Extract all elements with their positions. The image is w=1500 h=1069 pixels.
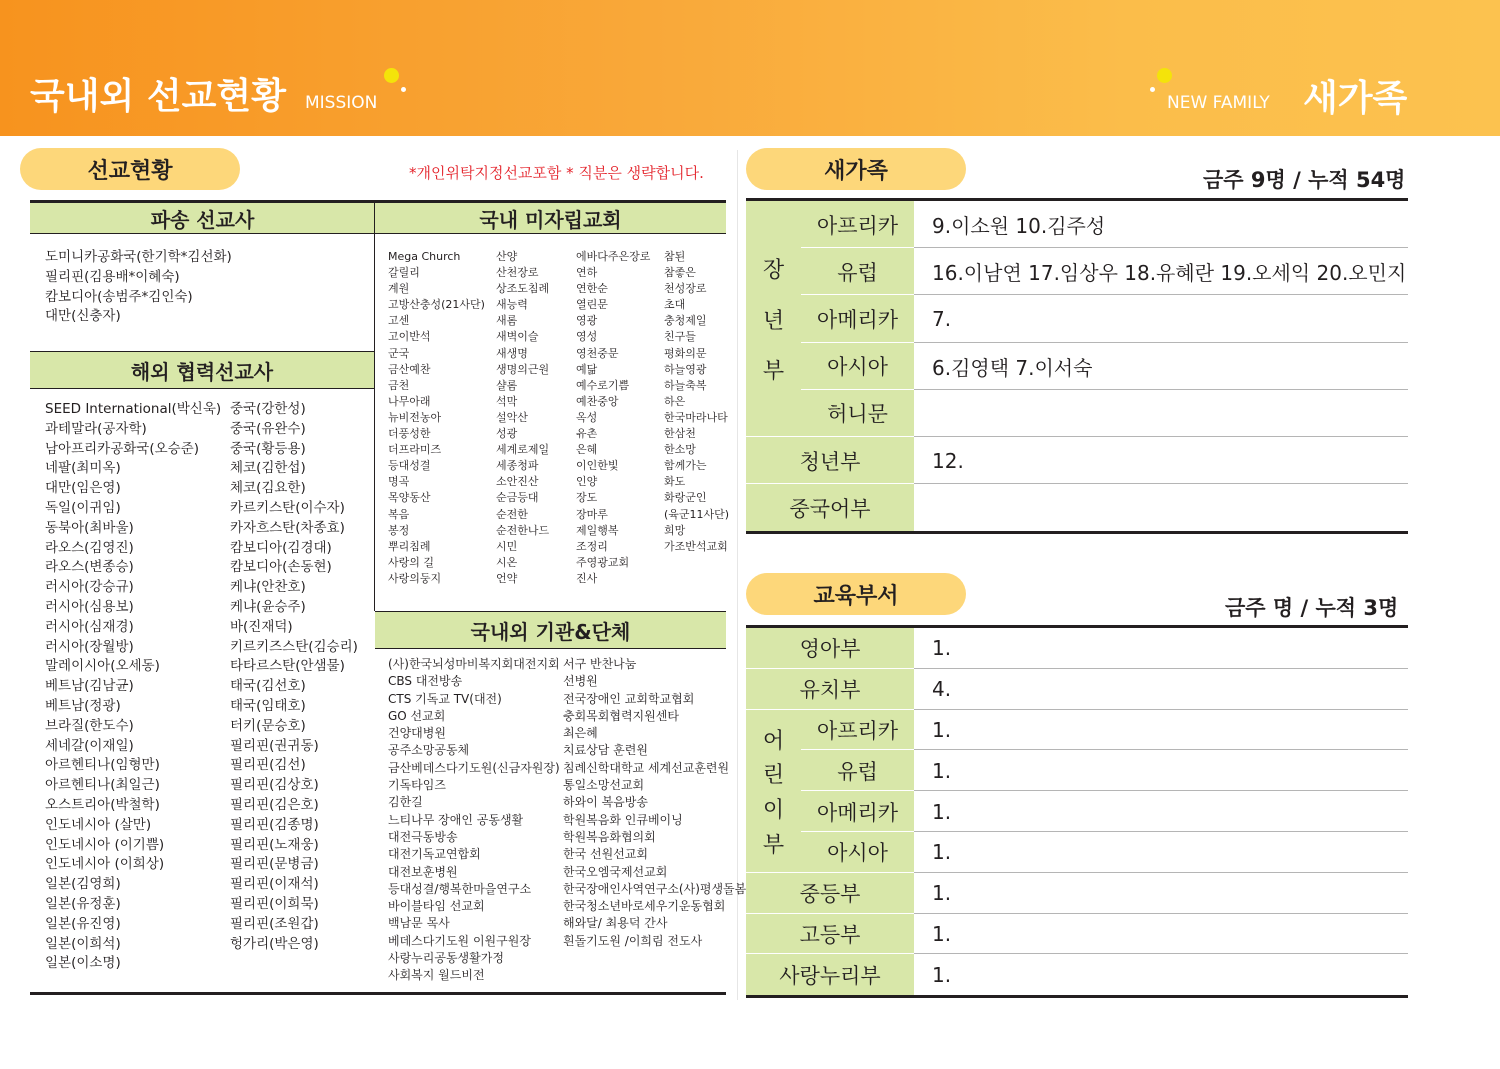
list-item: 화도: [664, 475, 686, 489]
list-item: 남아프리카공화국(오승준): [45, 440, 199, 457]
list-item: 아르헨티나(최일근): [45, 777, 160, 794]
list-item: 학원복음화 인큐베이닝: [563, 812, 683, 827]
domestic-list-col4: [664, 249, 729, 555]
list-item: 한국청소년바로세우기운동협회: [563, 899, 726, 914]
list-item: (사)한국뇌성마비복지회대전지회: [388, 657, 560, 671]
list-item: 장마루: [576, 507, 608, 521]
list-item: 등대성결/행복한마을연구소: [388, 881, 532, 896]
row-divider: [746, 913, 914, 914]
list-item: 학원복음화협의회: [563, 829, 656, 844]
list-item: 더프라미즈: [388, 443, 442, 457]
row-label: 유치부: [746, 669, 914, 710]
list-item: 베트남(정광): [45, 697, 121, 714]
list-item: 헝가리(박은영): [230, 935, 319, 952]
list-item: 러시아(강승규): [45, 579, 134, 596]
list-item: 공주소망공동체: [388, 743, 470, 758]
list-item: 도미니카공화국(한기학*김선화): [45, 249, 232, 265]
list-item: 영성: [576, 330, 598, 344]
list-item: 참된: [664, 250, 686, 263]
list-item: 성광: [496, 427, 518, 441]
list-item: 러시아(장월방): [45, 638, 134, 655]
list-item: 대전기독교연합회: [388, 847, 481, 862]
list-item: 뿌리침례: [388, 539, 431, 553]
list-item: 필리핀(김상호): [230, 777, 319, 794]
list-item: 순전한: [496, 507, 528, 521]
list-item: 필리핀(조원갑): [230, 915, 319, 932]
education-pill: 교육부서: [746, 573, 966, 615]
list-item: 한삼천: [664, 427, 696, 441]
list-item: 태국(임태호): [230, 697, 306, 714]
list-item: 침례신학대학교 세계선교훈련원: [563, 760, 730, 775]
list-item: 복음: [388, 507, 410, 521]
list-item: 명곡: [388, 475, 410, 489]
group-label-char: 어: [762, 728, 785, 754]
list-item: 가조반석교회: [664, 539, 728, 553]
list-item: 새벽이슬: [496, 330, 539, 344]
list-item: 새생명: [496, 346, 528, 360]
list-item: 금산예찬: [388, 362, 431, 376]
row-value: 12.: [932, 448, 964, 473]
list-item: 참좋은: [664, 266, 696, 280]
list-item: 김한길: [388, 795, 423, 810]
group-label-char: 년: [762, 308, 785, 334]
list-item: 사랑의둥지: [388, 571, 442, 585]
list-item: 이인한빛: [576, 459, 619, 473]
mission-note: *개인위탁지정선교포함 * 직분은 생략합니다.: [409, 164, 704, 182]
list-item: 일본(유정훈): [45, 895, 121, 912]
row-value: 6.김영택 7.이서숙: [932, 355, 1093, 380]
list-item: 하늘영광: [664, 362, 707, 376]
list-item: 태국(김선호): [230, 678, 306, 695]
list-item: 일본(이소명): [45, 955, 121, 972]
list-item: 군국: [388, 346, 410, 360]
list-item: 충청제일: [664, 314, 707, 328]
education-count: 금주 명 / 누적 3명: [1225, 596, 1399, 620]
list-item: 베트남(김남균): [45, 678, 134, 695]
list-item: 새롬: [496, 314, 518, 328]
row-label: 유럽: [801, 750, 914, 791]
list-item: 케냐(윤승주): [230, 598, 306, 615]
list-item: 선병원: [563, 674, 598, 689]
row-divider: [746, 436, 914, 437]
row-label: 허니문: [801, 390, 914, 437]
row-divider: [746, 872, 914, 873]
row-label: 청년부: [746, 437, 914, 484]
list-item: 갈릴리: [388, 266, 420, 280]
list-item: 하늘축복: [664, 378, 707, 392]
list-item: 중국(유완수): [230, 420, 306, 437]
list-item: 한소망: [664, 443, 696, 457]
row-value: 4.: [932, 677, 952, 702]
row-value: [914, 484, 1408, 531]
list-item: 느티나무 장애인 공동생활: [388, 812, 524, 827]
list-item: 예닮: [576, 362, 598, 376]
list-item: 예수로기쁨: [576, 378, 630, 392]
list-item: 하은: [664, 394, 686, 408]
domestic-church-heading: 국내 미자립교회: [375, 200, 726, 234]
group-label-char: 린: [762, 763, 785, 789]
row-label: 사랑누리부: [746, 954, 914, 995]
row-value: 7.: [932, 306, 952, 331]
list-item: 고센: [388, 314, 410, 328]
row-divider: [746, 483, 914, 484]
list-item: 천성장로: [664, 282, 707, 296]
page-title-mission: 국내외 선교현황: [30, 76, 286, 117]
row-label: 아프리카: [801, 201, 914, 248]
list-item: 하와이 복음방송: [563, 795, 648, 810]
list-item: 전국장애인 교회학교협회: [563, 691, 695, 706]
list-item: 생명의근원: [496, 362, 550, 376]
group-label-char: 부: [762, 359, 785, 384]
list-item: 친구들: [664, 330, 696, 344]
group-label-char: 장: [762, 258, 785, 283]
list-item: 말레이시아(오세동): [45, 658, 160, 675]
list-item: 서구 반찬나눔: [563, 657, 637, 671]
list-item: 연하: [576, 266, 598, 280]
list-item: 나무아래: [388, 394, 431, 408]
list-item: 연한순: [576, 282, 608, 296]
list-item: 키르키즈스탄(김승리): [230, 638, 358, 655]
list-item: 치료상담 훈련원: [563, 743, 648, 758]
list-item: 아르헨티나(임형만): [45, 757, 160, 774]
list-item: GO 선교회: [388, 708, 446, 723]
row-value: 1.: [932, 758, 952, 783]
list-item: 옥성: [576, 410, 598, 424]
list-item: 장도: [576, 491, 598, 505]
list-item: 바(진재덕): [230, 618, 293, 635]
list-item: 사회복지 월드비전: [388, 968, 485, 983]
decor-dot-icon: [384, 68, 399, 83]
list-item: 함께가는: [664, 459, 707, 473]
list-item: 케냐(안찬호): [230, 579, 306, 596]
list-item: 봉정: [388, 523, 410, 537]
list-item: 세네갈(이재일): [45, 737, 134, 754]
table-bottom-border: [746, 531, 1408, 534]
list-item: 뉴비전농아: [388, 410, 442, 424]
list-item: 설악산: [496, 410, 528, 424]
list-item: 초대: [664, 298, 686, 312]
list-item: 제일행복: [576, 523, 619, 537]
list-item: 바이블타임 선교회: [388, 899, 485, 914]
list-item: 석막: [496, 394, 518, 408]
row-value: 16.이남연 17.임상우 18.유혜란 19.오세익 20.오민지: [932, 261, 1407, 286]
list-item: 시민: [496, 539, 518, 553]
row-value: 1.: [932, 717, 952, 742]
list-item: 최은혜: [563, 726, 598, 741]
list-item: 샬롬: [496, 378, 518, 392]
list-item: 체코(김요한): [230, 480, 306, 497]
list-item: 러시아(심용보): [45, 598, 134, 615]
newfamily-pill: 새가족: [746, 148, 966, 190]
list-item: 사랑누리공동생활가정: [388, 951, 504, 966]
list-item: 진사: [576, 571, 598, 585]
list-item: 캄보디아(송범주*김인숙): [45, 288, 193, 305]
group-label-char: 이: [762, 798, 785, 824]
decor-dot-icon: [401, 87, 406, 92]
list-item: 필리핀(이희묵): [230, 895, 319, 912]
list-item: 체코(김한섭): [230, 460, 306, 477]
list-item: 필리핀(노재웅): [230, 836, 319, 853]
row-value: 1.: [932, 962, 952, 987]
list-item: 중국(황등용): [230, 440, 306, 457]
list-item: 기독타임즈: [388, 778, 446, 793]
list-item: 한국마라나타: [664, 410, 728, 424]
list-item: 통일소망선교회: [563, 778, 645, 793]
domestic-list-col3: [576, 249, 650, 587]
list-item: 인도네시아 (살만): [45, 816, 152, 833]
list-item: 일본(유진영): [45, 915, 121, 932]
list-item: 소안진산: [496, 475, 539, 489]
list-item: 금천: [388, 378, 410, 392]
list-item: 타타르스탄(안샘물): [230, 658, 345, 675]
page-subtitle-newfamily: NEW FAMILY: [1167, 93, 1270, 113]
list-item: 대전극동방송: [388, 829, 458, 844]
list-item: 산천장로: [496, 266, 539, 280]
list-item: 베데스다기도원 이원구원장: [388, 933, 531, 948]
list-item: 해와달/ 최용덕 간사: [563, 916, 668, 931]
list-item: 일본(이희석): [45, 935, 121, 952]
list-item: 화랑군인: [664, 491, 707, 505]
list-item: CTS 기독교 TV(대전): [388, 691, 502, 706]
institutions-heading: 국내외 기관&단체: [375, 611, 726, 649]
list-item: 필리핀(김용배*이혜숙): [45, 268, 180, 285]
list-item: 산양: [496, 250, 518, 263]
row-label: 유럽: [801, 248, 914, 295]
list-item: 한국장애인사역연구소(사)평생돌봄: [563, 881, 747, 896]
sent-missionary-list: [45, 248, 232, 327]
list-item: 과테말라(공자학): [45, 420, 147, 437]
list-item: 러시아(심재경): [45, 618, 134, 635]
row-label: 영아부: [746, 628, 914, 669]
row-value: 1.: [932, 840, 952, 865]
list-item: 순금등대: [496, 491, 539, 505]
list-item: 필리핀(문병금): [230, 856, 319, 873]
list-item: 터키(문승호): [230, 717, 306, 734]
list-item: 백남문 목사: [388, 916, 450, 931]
sent-missionary-heading: 파송 선교사: [30, 200, 375, 234]
table-divider: [374, 200, 375, 611]
row-value: 1.: [932, 921, 952, 946]
row-label: 중등부: [746, 873, 914, 914]
list-item: 캄보디아(손동현): [230, 559, 332, 576]
list-item: 흰돌기도원 /이희림 전도사: [563, 933, 703, 948]
list-item: 희망: [664, 523, 686, 537]
list-item: 라오스(변종승): [45, 559, 134, 576]
list-item: 독일(이귀임): [45, 499, 121, 516]
list-item: CBS 대전방송: [388, 674, 463, 689]
group-label: [746, 724, 801, 859]
list-item: 영천중문: [576, 346, 619, 360]
list-item: 영광: [576, 314, 598, 328]
list-item: 필리핀(김종명): [230, 816, 319, 833]
list-item: 목양동산: [388, 491, 431, 505]
list-item: 에바다주은장로: [576, 250, 651, 263]
list-item: 주영광교회: [576, 555, 630, 569]
list-item: 네팔(최미옥): [45, 460, 121, 477]
group-label-char: 부: [762, 832, 785, 858]
row-value: [914, 390, 1408, 437]
list-item: 더풍성한: [388, 427, 431, 441]
list-item: 오스트리아(박철학): [45, 796, 160, 813]
list-item: 등대성결: [388, 459, 431, 473]
overseas-list-col1: [45, 400, 221, 974]
list-item: 충회목회협력지원센타: [563, 708, 679, 723]
list-item: 조정리: [576, 539, 608, 553]
list-item: 금산베데스다기도원(신금자원장): [388, 760, 560, 775]
overseas-list-col2: [230, 400, 358, 954]
row-label: 아시아: [801, 832, 914, 873]
list-item: 브라질(한도수): [45, 717, 134, 734]
list-item: 중국(강한성): [230, 401, 306, 417]
list-item: 대만(임은영): [45, 480, 121, 497]
list-item: 세종청파: [496, 459, 539, 473]
list-item: 필리핀(김선): [230, 757, 306, 774]
list-item: 사랑의 길: [388, 555, 435, 569]
list-item: 언약: [496, 571, 518, 585]
row-value: 1.: [932, 799, 952, 824]
list-item: 일본(김영희): [45, 876, 121, 893]
newfamily-count: 금주 9명 / 누적 54명: [1203, 168, 1406, 192]
row-label: 아시아: [801, 343, 914, 390]
list-item: 상조도침례: [496, 282, 550, 296]
list-item: SEED International(박신욱): [45, 401, 222, 417]
row-label: 아메리카: [801, 791, 914, 832]
decor-dot-icon: [1150, 87, 1155, 92]
institutions-list-col2: [563, 656, 746, 950]
list-item: 인도네시아 (이희상): [45, 856, 165, 873]
page-subtitle-mission: MISSION: [305, 93, 378, 113]
mission-pill: 선교현황: [20, 148, 240, 190]
row-divider: [746, 953, 914, 954]
list-item: 세계로제일: [496, 443, 550, 457]
list-item: 열린문: [576, 298, 608, 312]
row-value: 9.이소원 10.김주성: [932, 214, 1106, 239]
list-item: 대전보훈병원: [388, 864, 458, 879]
list-item: 계원: [388, 282, 410, 296]
list-item: 새능력: [496, 298, 528, 312]
row-label: 고등부: [746, 914, 914, 955]
decor-dot-icon: [1157, 68, 1172, 83]
list-item: 카르키스탄(이수자): [230, 499, 345, 516]
list-item: 필리핀(김은호): [230, 796, 319, 813]
list-item: 은혜: [576, 443, 598, 457]
list-item: 인양: [576, 475, 598, 489]
overseas-missionary-heading: 해외 협력선교사: [30, 351, 374, 389]
group-label: [746, 253, 801, 385]
list-item: 대만(신충자): [45, 308, 121, 325]
list-item: 한국오엠국제선교회: [563, 864, 668, 879]
list-item: 라오스(김영진): [45, 539, 134, 556]
table-bottom-border: [30, 992, 726, 995]
list-item: 순전한나드: [496, 523, 550, 537]
row-value: 1.: [932, 636, 952, 661]
table-bottom-border: [746, 995, 1408, 998]
list-item: 유촌: [576, 427, 598, 441]
list-item: 고방산충성(21사단): [388, 298, 485, 312]
list-item: 캄보디아(김경대): [230, 539, 332, 556]
list-item: 인도네시아 (이기쁨): [45, 836, 165, 853]
list-item: 한국 선원선교회: [563, 847, 648, 862]
list-item: 필리핀(이재석): [230, 876, 319, 893]
list-item: 시온: [496, 555, 518, 569]
row-label: 아메리카: [801, 295, 914, 342]
domestic-list-col2: [496, 249, 549, 587]
list-item: 건양대병원: [388, 726, 446, 741]
list-item: Mega Church: [388, 250, 461, 263]
list-item: 필리핀(권귀동): [230, 737, 319, 754]
institutions-list-col1: [388, 656, 560, 985]
list-item: (육군11사단): [664, 507, 730, 521]
row-label: 아프리카: [801, 710, 914, 751]
row-value: 1.: [932, 881, 952, 906]
row-label: 중국어부: [746, 484, 914, 531]
list-item: 예찬중앙: [576, 394, 619, 408]
list-item: 평화의문: [664, 346, 707, 360]
list-item: 카자흐스탄(차종효): [230, 519, 345, 536]
list-item: 동북아(최바울): [45, 519, 134, 536]
list-item: 고이반석: [388, 330, 431, 344]
page-title-newfamily: 새가족: [1303, 78, 1408, 119]
domestic-list-col1: [388, 249, 485, 587]
